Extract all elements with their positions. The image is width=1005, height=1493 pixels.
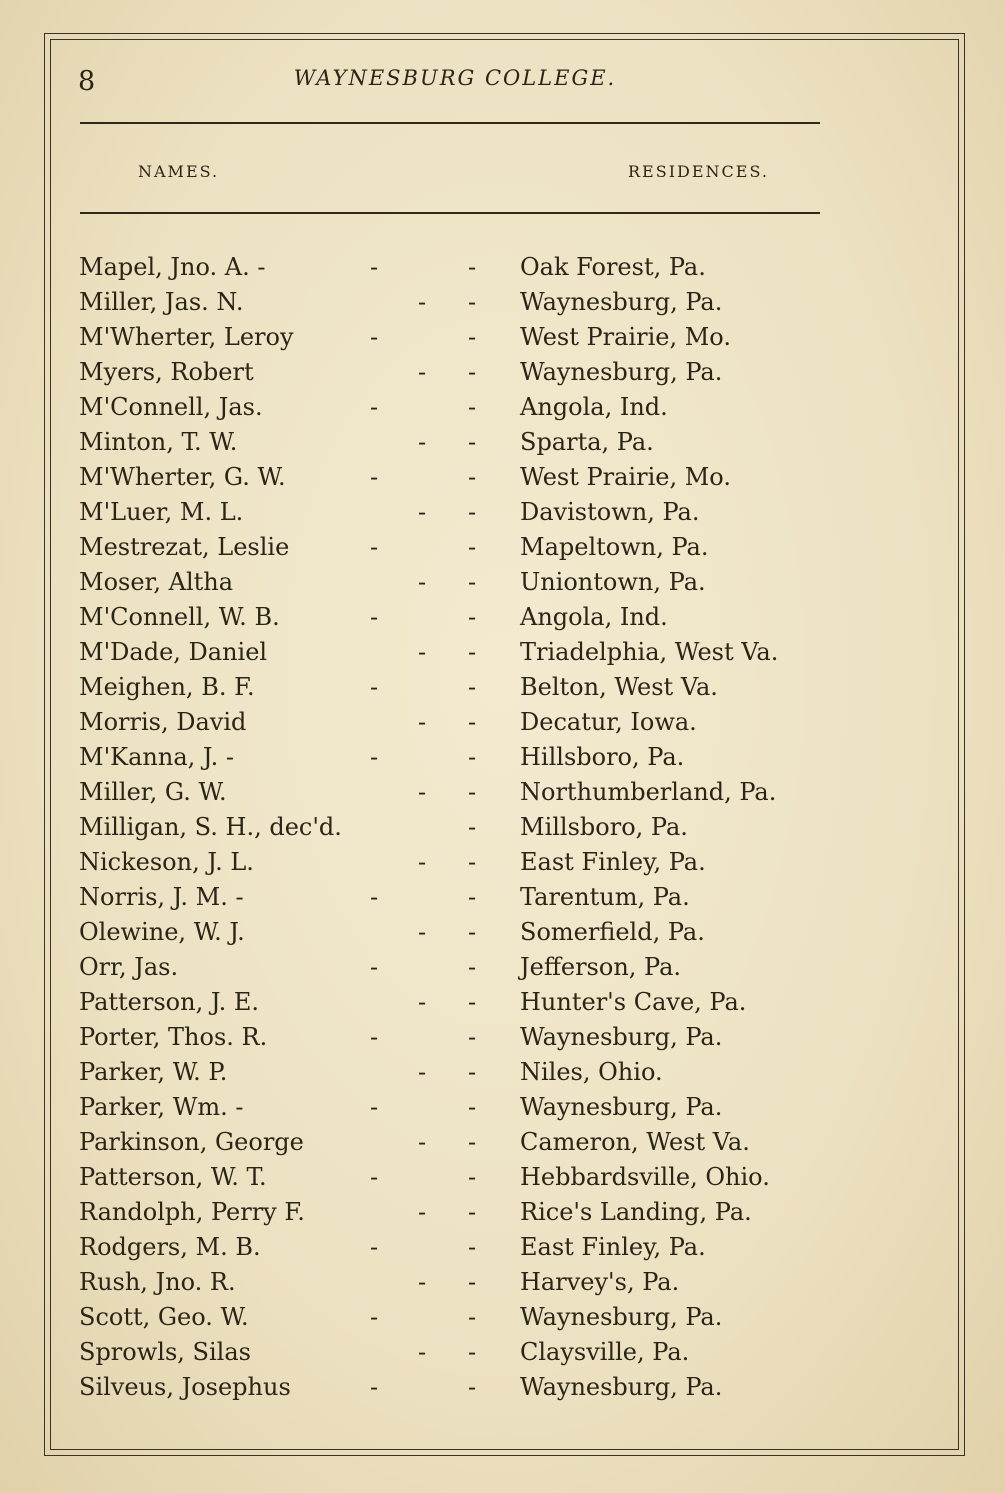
entry-name: M'Dade, Daniel	[79, 638, 268, 666]
entry-name: M'Kanna, J. -	[79, 743, 235, 771]
entry-name: Minton, T. W.	[79, 428, 238, 456]
list-item	[0, 495, 1005, 530]
list-item	[0, 915, 1005, 950]
leader-dash: -	[468, 848, 477, 876]
entry-residence: West Prairie, Mo.	[520, 463, 731, 491]
leader-dash: -	[370, 1093, 379, 1121]
entry-name: Sprowls, Silas	[79, 1338, 251, 1366]
leader-dash: -	[468, 393, 477, 421]
leader-dash: -	[370, 1233, 379, 1261]
entry-residence: Angola, Ind.	[520, 603, 668, 631]
entry-name: Mapel, Jno. A. -	[79, 253, 266, 281]
leader-dash: -	[468, 883, 477, 911]
leader-dash: -	[468, 498, 477, 526]
entry-name: Rush, Jno. R.	[79, 1268, 236, 1296]
leader-dash: -	[468, 638, 477, 666]
entry-name: Mestrezat, Leslie	[79, 533, 290, 561]
leader-dash: -	[468, 428, 477, 456]
entry-residence: Hebbardsville, Ohio.	[520, 1163, 770, 1191]
leader-dash: -	[418, 428, 427, 456]
leader-dash: -	[468, 1198, 477, 1226]
leader-dash: -	[418, 988, 427, 1016]
entry-residence: Waynesburg, Pa.	[520, 358, 723, 386]
leader-dash: -	[418, 638, 427, 666]
running-title: WAYNESBURG COLLEGE.	[293, 66, 617, 90]
entry-name: Porter, Thos. R.	[79, 1023, 268, 1051]
leader-dash: -	[468, 673, 477, 701]
list-item	[0, 1230, 1005, 1265]
list-item	[0, 740, 1005, 775]
list-item	[0, 1265, 1005, 1300]
leader-dash: -	[370, 743, 379, 771]
leader-dash: -	[468, 253, 477, 281]
entry-name: Parkinson, George	[79, 1128, 304, 1156]
entry-residence: Mapeltown, Pa.	[520, 533, 709, 561]
entry-name: M'Connell, Jas.	[79, 393, 263, 421]
entry-name: M'Wherter, Leroy	[79, 323, 294, 351]
list-item	[0, 810, 1005, 845]
list-item	[0, 1195, 1005, 1230]
leader-dash: -	[468, 1058, 477, 1086]
leader-dash: -	[468, 288, 477, 316]
entry-residence: Niles, Ohio.	[520, 1058, 663, 1086]
entry-residence: Waynesburg, Pa.	[520, 1093, 723, 1121]
leader-dash: -	[370, 393, 379, 421]
entry-residence: Sparta, Pa.	[520, 428, 654, 456]
leader-dash: -	[468, 1128, 477, 1156]
leader-dash: -	[418, 358, 427, 386]
leader-dash: -	[468, 1163, 477, 1191]
list-item	[0, 530, 1005, 565]
leader-dash: -	[468, 358, 477, 386]
list-item	[0, 1020, 1005, 1055]
entry-residence: Waynesburg, Pa.	[520, 1373, 723, 1401]
entry-residence: East Finley, Pa.	[520, 1233, 706, 1261]
column-header-residences: RESIDENCES.	[628, 162, 769, 181]
list-item	[0, 880, 1005, 915]
leader-dash: -	[468, 778, 477, 806]
entry-name: Silveus, Josephus	[79, 1373, 291, 1401]
leader-dash: -	[418, 1058, 427, 1086]
list-item	[0, 705, 1005, 740]
list-item	[0, 635, 1005, 670]
entry-name: M'Wherter, G. W.	[79, 463, 286, 491]
entry-residence: Cameron, West Va.	[520, 1128, 750, 1156]
leader-dash: -	[468, 743, 477, 771]
entry-name: Orr, Jas.	[79, 953, 179, 981]
leader-dash: -	[468, 813, 477, 841]
list-item	[0, 950, 1005, 985]
leader-dash: -	[418, 568, 427, 596]
leader-dash: -	[468, 953, 477, 981]
entry-residence: Claysville, Pa.	[520, 1338, 690, 1366]
list-item	[0, 250, 1005, 285]
list-item	[0, 1125, 1005, 1160]
entry-residence: West Prairie, Mo.	[520, 323, 731, 351]
leader-dash: -	[370, 883, 379, 911]
entry-name: Norris, J. M. -	[79, 883, 244, 911]
leader-dash: -	[370, 533, 379, 561]
leader-dash: -	[468, 603, 477, 631]
list-item	[0, 1300, 1005, 1335]
entry-name: Myers, Robert	[79, 358, 254, 386]
leader-dash: -	[370, 1023, 379, 1051]
leader-dash: -	[468, 1023, 477, 1051]
list-item	[0, 775, 1005, 810]
entry-residence: Harvey's, Pa.	[520, 1268, 680, 1296]
leader-dash: -	[418, 498, 427, 526]
leader-dash: -	[468, 1303, 477, 1331]
entry-name: M'Luer, M. L.	[79, 498, 244, 526]
entry-residence: Waynesburg, Pa.	[520, 1303, 723, 1331]
entry-residence: Somerfield, Pa.	[520, 918, 705, 946]
entry-name: Rodgers, M. B.	[79, 1233, 261, 1261]
leader-dash: -	[468, 463, 477, 491]
page-number: 8	[78, 66, 96, 97]
entry-name: Moser, Altha	[79, 568, 234, 596]
leader-dash: -	[468, 918, 477, 946]
entry-name: Scott, Geo. W.	[79, 1303, 249, 1331]
leader-dash: -	[418, 848, 427, 876]
column-header-names: NAMES.	[138, 162, 220, 181]
entry-name: Milligan, S. H., dec'd.	[79, 813, 342, 841]
list-item	[0, 670, 1005, 705]
leader-dash: -	[468, 323, 477, 351]
entry-name: Miller, G. W.	[79, 778, 227, 806]
leader-dash: -	[418, 918, 427, 946]
entry-residence: Davistown, Pa.	[520, 498, 700, 526]
entry-name: Morris, David	[79, 708, 247, 736]
entries-list	[0, 250, 1005, 1405]
entry-name: Parker, Wm. -	[79, 1093, 244, 1121]
leader-dash: -	[468, 1233, 477, 1261]
list-item	[0, 425, 1005, 460]
entry-residence: Belton, West Va.	[520, 673, 718, 701]
list-item	[0, 460, 1005, 495]
leader-dash: -	[418, 1268, 427, 1296]
entry-residence: Oak Forest, Pa.	[520, 253, 706, 281]
entry-residence: Tarentum, Pa.	[520, 883, 690, 911]
list-item	[0, 565, 1005, 600]
entry-name: Meighen, B. F.	[79, 673, 255, 701]
entry-residence: Waynesburg, Pa.	[520, 1023, 723, 1051]
entry-residence: Jefferson, Pa.	[520, 953, 682, 981]
entry-residence: Waynesburg, Pa.	[520, 288, 723, 316]
leader-dash: -	[468, 1268, 477, 1296]
list-item	[0, 320, 1005, 355]
leader-dash: -	[418, 1338, 427, 1366]
leader-dash: -	[370, 253, 379, 281]
column-header-rule	[80, 212, 820, 214]
leader-dash: -	[468, 1093, 477, 1121]
leader-dash: -	[418, 708, 427, 736]
entry-residence: Uniontown, Pa.	[520, 568, 706, 596]
list-item	[0, 845, 1005, 880]
entry-name: Olewine, W. J.	[79, 918, 245, 946]
leader-dash: -	[468, 988, 477, 1016]
leader-dash: -	[468, 708, 477, 736]
leader-dash: -	[468, 533, 477, 561]
leader-dash: -	[468, 1338, 477, 1366]
list-item	[0, 1160, 1005, 1195]
entry-name: M'Connell, W. B.	[79, 603, 280, 631]
list-item	[0, 355, 1005, 390]
list-item	[0, 1335, 1005, 1370]
entry-residence: Hillsboro, Pa.	[520, 743, 685, 771]
leader-dash: -	[370, 603, 379, 631]
leader-dash: -	[418, 1198, 427, 1226]
leader-dash: -	[370, 673, 379, 701]
list-item	[0, 1370, 1005, 1405]
leader-dash: -	[418, 778, 427, 806]
list-item	[0, 985, 1005, 1020]
entry-residence: Triadelphia, West Va.	[520, 638, 779, 666]
entry-name: Parker, W. P.	[79, 1058, 228, 1086]
leader-dash: -	[370, 953, 379, 981]
entry-name: Patterson, W. T.	[79, 1163, 267, 1191]
leader-dash: -	[370, 323, 379, 351]
leader-dash: -	[418, 288, 427, 316]
list-item	[0, 285, 1005, 320]
list-item	[0, 600, 1005, 635]
leader-dash: -	[370, 463, 379, 491]
entry-residence: East Finley, Pa.	[520, 848, 706, 876]
leader-dash: -	[418, 1128, 427, 1156]
leader-dash: -	[468, 1373, 477, 1401]
entry-name: Nickeson, J. L.	[79, 848, 254, 876]
leader-dash: -	[468, 568, 477, 596]
header-rule	[80, 122, 820, 124]
entry-residence: Angola, Ind.	[520, 393, 668, 421]
leader-dash: -	[370, 1303, 379, 1331]
list-item	[0, 1055, 1005, 1090]
entry-residence: Hunter's Cave, Pa.	[520, 988, 747, 1016]
list-item	[0, 390, 1005, 425]
entry-residence: Northumberland, Pa.	[520, 778, 777, 806]
entry-residence: Rice's Landing, Pa.	[520, 1198, 752, 1226]
entry-name: Patterson, J. E.	[79, 988, 259, 1016]
leader-dash: -	[370, 1373, 379, 1401]
entry-residence: Decatur, Iowa.	[520, 708, 697, 736]
list-item	[0, 1090, 1005, 1125]
entry-name: Randolph, Perry F.	[79, 1198, 305, 1226]
leader-dash: -	[370, 1163, 379, 1191]
entry-residence: Millsboro, Pa.	[520, 813, 688, 841]
entry-name: Miller, Jas. N.	[79, 288, 244, 316]
